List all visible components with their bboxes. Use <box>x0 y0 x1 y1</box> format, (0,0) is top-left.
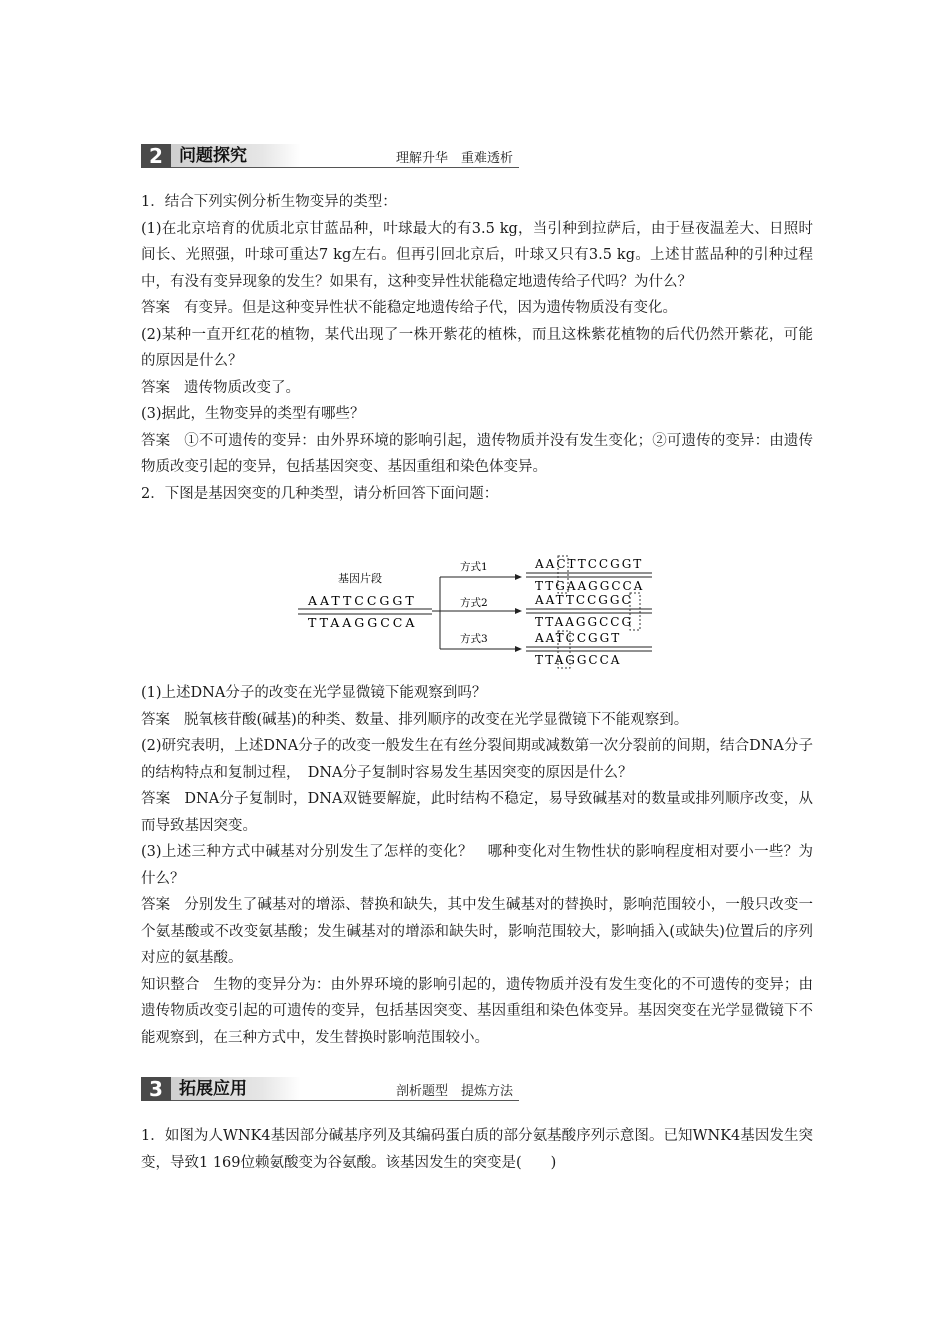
arrow-head-icon <box>515 574 522 580</box>
sub-question: (3)上述三种方式中碱基对分别发生了怎样的变化？ 哪种变化对生物性状的影响程度相对要小一些？为什么？ <box>141 844 813 887</box>
section-number: 3 <box>141 1077 171 1101</box>
seq-way2-top: AATTCCGGC <box>535 593 633 607</box>
answer-text: 脱氧核苷酸(碱基)的种类、数量、排列顺序的改变在光学显微镜下不能观察到。 <box>184 711 689 728</box>
seq-way1-bottom: TTGAAGGCCA <box>535 579 645 593</box>
dna-mutation-figure <box>290 553 660 673</box>
answer-paragraph <box>141 892 813 972</box>
answer-label: 答案 <box>141 379 170 396</box>
answer-text: DNA分子复制时，DNA双链要解旋，此时结构不稳定，易导致碱基对的数量或排列顺序改变，从而导致基因突变。 <box>141 791 813 834</box>
way-1-label: 方式1 <box>460 561 488 573</box>
arrow-head-icon <box>515 608 522 614</box>
figure-label: 基因片段 <box>338 572 382 585</box>
question-1-block <box>141 189 813 507</box>
seq-original-bottom: TTAAGGCCA <box>308 615 418 630</box>
question-2-block <box>141 680 813 1051</box>
sub-question: (1)在北京培育的优质北京甘蓝品种，叶球最大的有3.5 kg，当引种到拉萨后，由于昼夜温差大、日照时间长、光照强，叶球可重达7 kg左右。但再引回北京后，叶球又只有3.5 kg。上述甘蓝品种的引种过程中，有没有变异现象的发生？如果有，这种变异性状能稳定地遗传给子代吗？为什么？ <box>141 220 813 290</box>
question-3-block <box>141 1123 813 1176</box>
answer-label: 答案 <box>141 897 171 913</box>
way-3-label: 方式3 <box>460 633 488 645</box>
section-subtitle: 剖析题型 提炼方法 <box>395 1084 513 1099</box>
answer-label: 答案 <box>141 711 170 728</box>
section-title: 拓展应用 <box>179 1079 247 1099</box>
section-number: 2 <box>141 144 171 168</box>
sub-question: (3)据此，生物变异的类型有哪些？ <box>141 406 365 422</box>
sub-question: (1)上述DNA分子的改变在光学显微镜下能观察到吗？ <box>141 685 487 701</box>
answer-paragraph <box>141 707 813 734</box>
dna-diagram <box>290 553 660 673</box>
question-intro: 2．下图是基因突变的几种类型，请分析回答下面问题： <box>141 485 499 502</box>
way-2-label: 方式2 <box>460 597 488 609</box>
summary-paragraph <box>141 972 813 1052</box>
answer-paragraph <box>141 375 813 402</box>
answer-label: 答案 <box>141 432 171 449</box>
summary-label: 知识整合 <box>141 976 200 993</box>
question-text: 1．如图为人WNK4基因部分碱基序列及其编码蛋白质的部分氨基酸序列示意图。已知WNK4基因发生突变，导致1 169位赖氨酸变为谷氨酸。该基因发生的突变是( ) <box>141 1128 813 1171</box>
answer-text: 有变异。但是这种变异性状不能稳定地遗传给子代，因为遗传物质没有变化。 <box>184 300 677 316</box>
answer-label: 答案 <box>141 791 171 807</box>
answer-label: 答案 <box>141 300 170 316</box>
section-header-2 <box>141 144 519 168</box>
answer-paragraph <box>141 295 813 322</box>
sub-question: (2)某种一直开红花的植物，某代出现了一株开紫花的植株，而且这株紫花植物的后代仍然开紫花，可能的原因是什么？ <box>141 326 813 369</box>
section-title: 问题探究 <box>179 146 247 166</box>
sub-question: (2)研究表明，上述DNA分子的改变一般发生在有丝分裂间期或减数第一次分裂前的间期，结合DNA分子的结构特点和复制过程， DNA分子复制时容易发生基因突变的原因是什么？ <box>141 738 813 781</box>
seq-way1-top: AACTTCCGGT <box>535 557 644 571</box>
section-header-3 <box>141 1077 519 1101</box>
question-intro: 1．结合下列实例分析生物变异的类型： <box>141 194 397 210</box>
answer-paragraph <box>141 428 813 481</box>
section-subtitle: 理解升华 重难透析 <box>395 151 513 166</box>
seq-original-top: AATTCCGGT <box>308 593 417 608</box>
answer-paragraph <box>141 786 813 839</box>
answer-text: 遗传物质改变了。 <box>184 379 300 396</box>
seq-way3-top: AATCCGGT <box>535 631 622 645</box>
summary-text: 生物的变异分为：由外界环境的影响引起的，遗传物质并没有发生变化的不可遗传的变异；由遗传物质改变引起的可遗传的变异，包括基因突变、基因重组和染色体变异。基因突变在光学显微镜下不能观察到，在三种方式中，发生替换时影响范围较小。 <box>141 976 813 1046</box>
seq-way2-bottom: TTAAGGCCG <box>535 615 634 629</box>
answer-text: 分别发生了碱基对的增添、替换和缺失，其中发生碱基对的替换时，影响范围较小，一般只改变一个氨基酸或不改变氨基酸；发生碱基对的增添和缺失时，影响范围较大，影响插入(或缺失)位置后的序列对应的氨基酸。 <box>141 897 813 966</box>
arrow-head-icon <box>515 646 522 652</box>
seq-way3-bottom: TTAGGCCA <box>535 653 622 667</box>
answer-text: ①不可遗传的变异：由外界环境的影响引起，遗传物质并没有发生变化；②可遗传的变异：由遗传物质改变引起的变异，包括基因突变、基因重组和染色体变异。 <box>141 432 813 475</box>
